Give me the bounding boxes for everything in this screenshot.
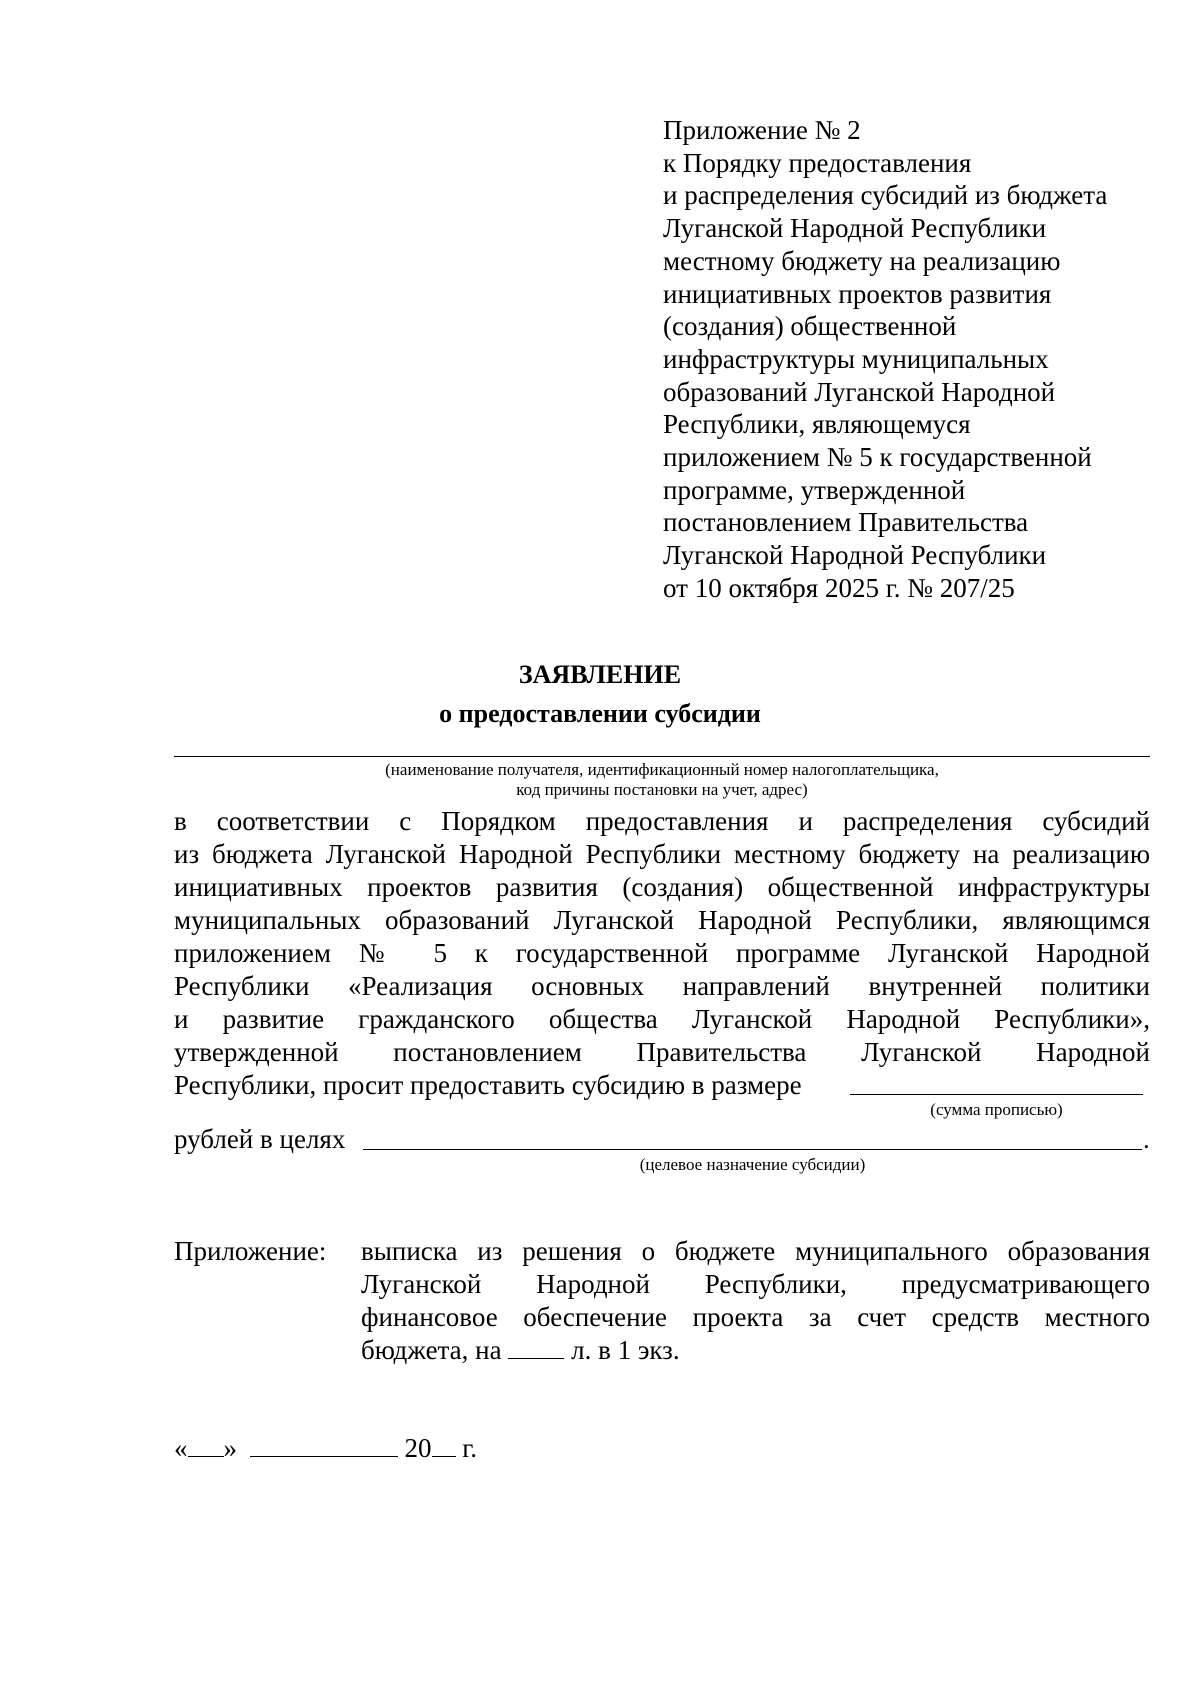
- body-line: приложением № 5 к государственной программе Луганской Народной: [174, 938, 1150, 968]
- annex-header: [663, 114, 1163, 605]
- annex-line: Луганской Народной Республики: [663, 540, 1047, 571]
- recipient-blank-line[interactable]: [174, 756, 1150, 757]
- year-blank[interactable]: [432, 1434, 456, 1457]
- date-close-quote: »: [223, 1433, 237, 1463]
- body-line: Республики «Реализация основных направлений внутренней политики: [174, 971, 1150, 1001]
- day-blank[interactable]: [188, 1434, 224, 1457]
- amount-blank-line[interactable]: [850, 1094, 1143, 1095]
- attachment-line: финансовое обеспечение проекта за счет средств местного: [361, 1302, 1150, 1332]
- annex-line: инфраструктуры муниципальных: [663, 343, 1049, 374]
- date-open-quote: «: [174, 1433, 188, 1463]
- purpose-suffix: .: [1143, 1124, 1150, 1154]
- annex-line: от 10 октября 2025 г. № 207/25: [663, 572, 1015, 603]
- body-line: инициативных проектов развития (создания) общественной инфраструктуры: [174, 872, 1150, 902]
- attachment-label: Приложение:: [174, 1236, 327, 1266]
- annex-line: и распределения субсидий из бюджета: [663, 180, 1108, 211]
- annex-line: Республики, являющемуся: [663, 409, 971, 440]
- title-main: ЗАЯВЛЕНИЕ: [518, 660, 682, 689]
- body-line: утвержденной постановлением Правительства Луганской Народной: [174, 1037, 1150, 1067]
- annex-line: образований Луганской Народной: [663, 376, 1056, 407]
- attachment-last-suffix: л. в 1 экз.: [571, 1335, 680, 1365]
- annex-line: инициативных проектов развития: [663, 278, 1052, 309]
- amount-caption: (сумма прописью): [930, 1100, 1063, 1119]
- purpose-prefix: рублей в целях: [174, 1124, 346, 1154]
- body-line: в соответствии с Порядком предоставления и распределения субсидий: [174, 806, 1150, 836]
- body-line: из бюджета Луганской Народной Республики местному бюджету на реализацию: [174, 839, 1150, 869]
- recipient-caption-1: (наименование получателя, идентификационный номер налогоплательщика,: [385, 760, 939, 779]
- recipient-caption-2: код причины постановки на учет, адрес): [516, 780, 808, 799]
- amount-request-text: Республики, просит предоставить субсидию в размере: [174, 1070, 802, 1100]
- annex-line: (создания) общественной: [663, 311, 957, 342]
- year-suffix: г.: [462, 1433, 478, 1463]
- attachment-line: выписка из решения о бюджете муниципального образования: [361, 1236, 1150, 1266]
- purpose-caption: (целевое назначение субсидии): [639, 1155, 866, 1174]
- month-blank[interactable]: [250, 1434, 398, 1457]
- attachment-last-prefix: бюджета, на: [361, 1335, 502, 1365]
- sheets-count-blank[interactable]: [508, 1336, 564, 1359]
- title-sub: о предоставлении субсидии: [439, 699, 761, 728]
- attachment-line: Луганской Народной Республики, предусматривающего: [361, 1269, 1150, 1299]
- annex-line: Приложение № 2: [663, 115, 861, 145]
- annex-line: программе, утвержденной: [663, 474, 966, 505]
- body-line: муниципальных образований Луганской Народной Республики, являющимся: [174, 905, 1150, 935]
- annex-line: Луганской Народной Республики: [663, 213, 1047, 244]
- year-prefix: 20: [404, 1433, 432, 1463]
- date-line: [174, 1432, 477, 1465]
- annex-line: приложением № 5 к государственной: [663, 442, 1092, 473]
- annex-line: постановлением Правительства: [663, 507, 1029, 538]
- annex-line: местному бюджету на реализацию: [663, 245, 1061, 276]
- annex-line: к Порядку предоставления: [663, 147, 972, 178]
- purpose-blank-line[interactable]: [363, 1149, 1142, 1150]
- attachment-last-line: [361, 1334, 680, 1367]
- body-line: и развитие гражданского общества Луганской Народной Республики»,: [174, 1004, 1150, 1034]
- document-title: [0, 655, 1200, 733]
